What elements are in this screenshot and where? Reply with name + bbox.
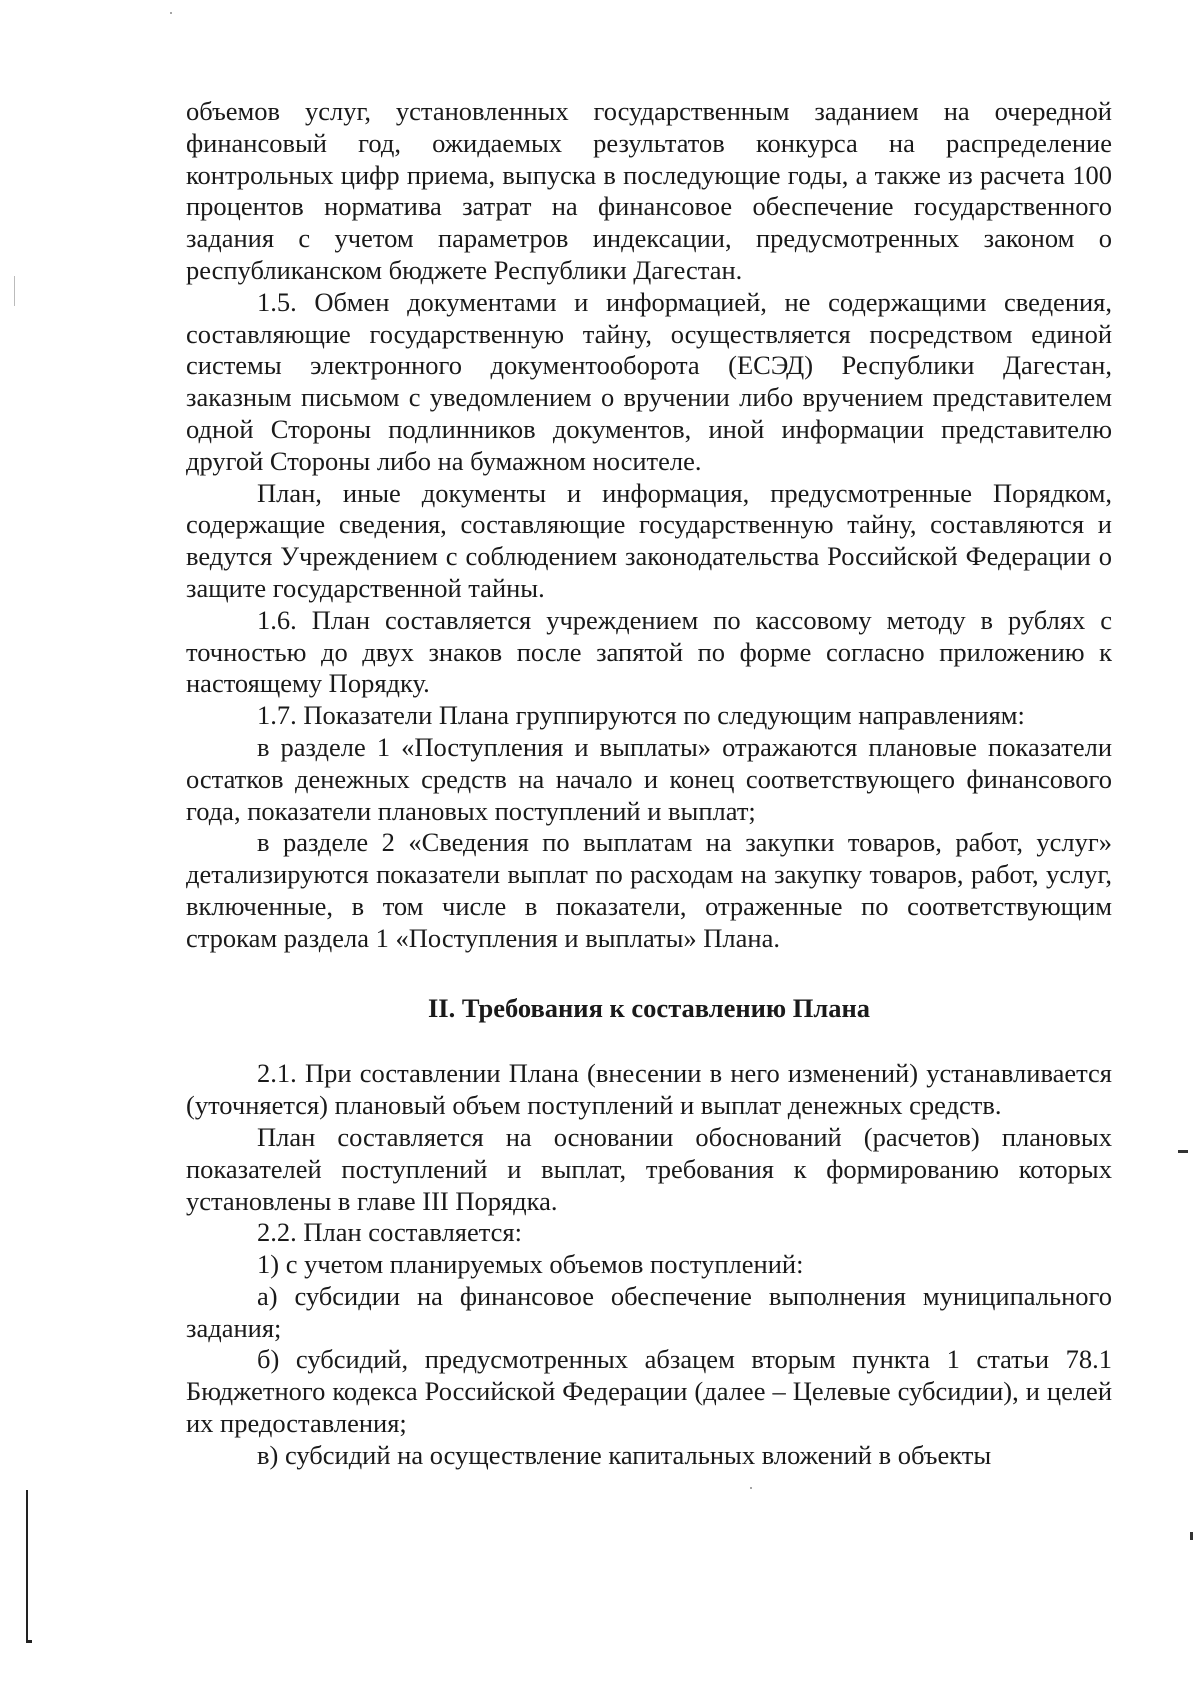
section-heading: II. Требования к составлению Плана: [427, 992, 871, 1023]
list-item-a: а) субсидии на финансовое обеспечение выполнения муниципального задания;: [186, 1280, 1112, 1343]
list-item-b: б) субсидий, предусмотренных абзацем вторым пункта 1 статьи 78.1 Бюджетного кодекса Российской Федерации (далее – Целевые субсидии), и целей их предоставления;: [186, 1344, 1112, 1439]
paragraph-1-6: 1.6. План составляется учреждением по кассовому методу в рублях с точностью до двух знаков после запятой по форме согласно приложению к настоящему Порядку.: [186, 604, 1112, 699]
paragraph-intro-continuation: объемов услуг, установленных государственным заданием на очередной финансовый год, ожидаемых результатов конкурса на распределение контрольных цифр приема, выпуска в последующие годы, а также из расчета 100 процентов норматива затрат на финансовое обеспечение государственного задания с учетом параметров индексации, предусмотренных законом о республиканском бюджете Республики Дагестан.: [186, 96, 1112, 285]
scan-speck: [1178, 1150, 1188, 1153]
list-item-v: в) субсидий на осуществление капитальных вложений в объекты: [257, 1439, 992, 1470]
paragraph-plan-secrets: План, иные документы и информация, предусмотренные Порядком, содержащие сведения, составляющие государственную тайну, составляются и ведутся Учреждением с соблюдением законодательства Российской Федерации о защите государственной тайны.: [186, 477, 1112, 603]
paragraph-section-1: в разделе 1 «Поступления и выплаты» отражаются плановые показатели остатков денежных средств на начало и конец соответствующего финансового года, показатели плановых поступлений и выплат;: [186, 731, 1112, 826]
document-page: [186, 96, 1112, 1472]
scan-edge-mark: [26, 1640, 32, 1643]
paragraph-section-2: в разделе 2 «Сведения по выплатам на закупки товаров, работ, услуг» детализируются показатели выплат по расходам на закупку товаров, работ, услуг, включенные, в том числе в показатели, отраженные по соответствующим строкам раздела 1 «Поступления и выплаты» Плана.: [186, 827, 1112, 953]
scan-speck: [1190, 1532, 1193, 1540]
scan-speck: [14, 276, 15, 306]
paragraph-2-1: 2.1. При составлении Плана (внесении в него изменений) устанавливается (уточняется) плановый объем поступлений и выплат денежных средств.: [186, 1058, 1112, 1121]
paragraph-2-2: 2.2. План составляется:: [257, 1217, 522, 1248]
scan-speck: [750, 1487, 752, 1489]
paragraph-1-5: 1.5. Обмен документами и информацией, не содержащими сведения, составляющие государственную тайну, осуществляется посредством единой системы электронного документооборота (ЕСЭД) Республики Дагестан, заказным письмом с уведомлением о вручении либо вручением представителем одной Стороны подлинников документов, иной информации представителю другой Стороны либо на бумажном носителе.: [186, 286, 1112, 476]
scan-edge-mark: [26, 1490, 28, 1640]
scan-speck: [170, 12, 172, 14]
list-item-1: 1) с учетом планируемых объемов поступлений:: [257, 1249, 804, 1280]
paragraph-1-7: 1.7. Показатели Плана группируются по следующим направлениям:: [257, 700, 1025, 731]
paragraph-plan-basis: План составляется на основании обоснований (расчетов) плановых показателей поступлений и выплат, требования к формированию которых установлены в главе III Порядка.: [186, 1121, 1112, 1216]
